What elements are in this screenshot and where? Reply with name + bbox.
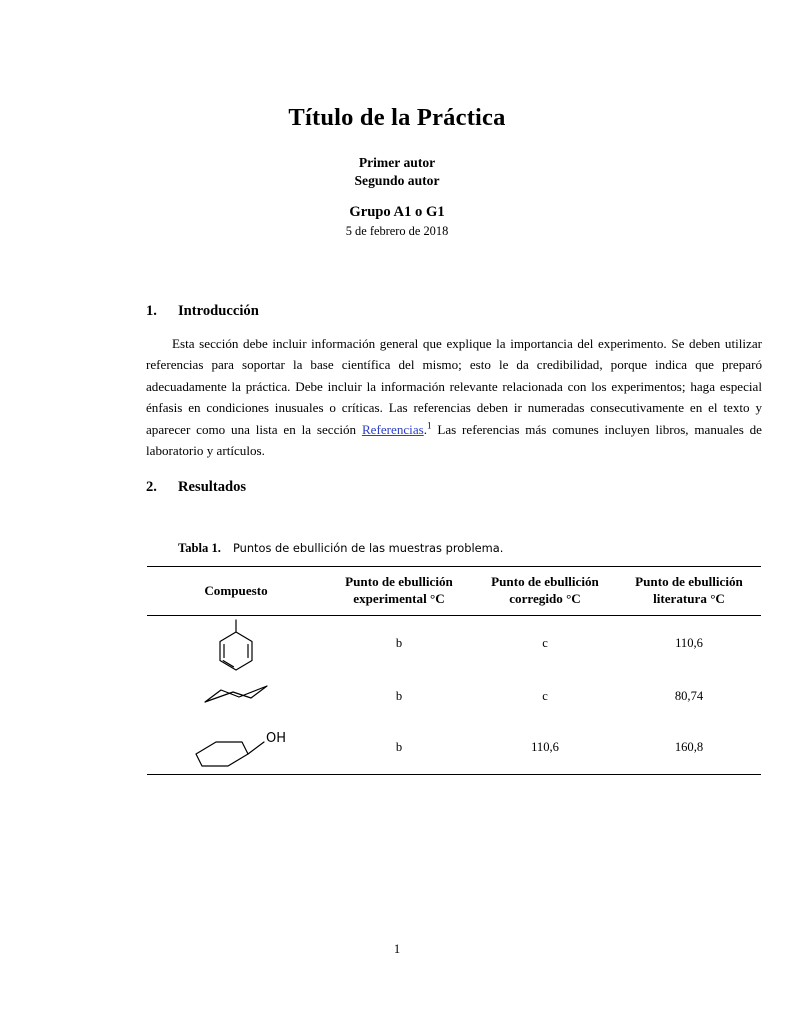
cyclohexane-chair-structure bbox=[191, 672, 281, 722]
column-header-compuesto bbox=[147, 567, 325, 615]
cell-literatura: 110,6 bbox=[675, 636, 703, 651]
cell-experimental: b bbox=[395, 689, 403, 704]
column-header-literatura bbox=[617, 567, 761, 615]
cell-literatura: 80,74 bbox=[674, 689, 704, 704]
section-number-1: 1. bbox=[146, 303, 157, 319]
referencias-link[interactable]: Referencias bbox=[361, 421, 424, 437]
column-header-experimental bbox=[325, 567, 473, 615]
toluene-structure bbox=[201, 616, 271, 672]
cell-literatura: 160,8 bbox=[674, 740, 704, 755]
footnote-marker[interactable]: 1 bbox=[427, 420, 432, 431]
cyclohexanol-structure-cell bbox=[147, 722, 325, 774]
table-row bbox=[147, 616, 761, 672]
page-title: Título de la Práctica bbox=[288, 104, 506, 131]
page-number: 1 bbox=[393, 942, 401, 956]
header-line-2: literatura °C bbox=[653, 591, 725, 607]
section-heading-introduccion bbox=[146, 303, 259, 320]
cell-experimental: b bbox=[395, 740, 403, 755]
cyclohexanol-chair-structure bbox=[176, 722, 296, 774]
results-table bbox=[147, 566, 761, 775]
author-first: Primer autor bbox=[358, 155, 436, 170]
boiling-point-table-body bbox=[147, 616, 761, 774]
header-line-2: corregido °C bbox=[509, 591, 581, 607]
section-title-1: Introducción bbox=[178, 303, 259, 319]
cell-experimental: b bbox=[395, 636, 403, 651]
header-line-2: experimental °C bbox=[353, 591, 445, 607]
table-caption-text: Puntos de ebullición de las muestras problema. bbox=[232, 541, 504, 555]
cell-corregido: c bbox=[542, 689, 548, 704]
paragraph-text-after-link: Las referencias más comunes incluyen libros, manuales de laboratorio y artículos. bbox=[146, 421, 762, 459]
column-header-corregido bbox=[473, 567, 617, 615]
table-caption bbox=[178, 541, 503, 556]
table-row bbox=[147, 722, 761, 774]
header-line-1: Punto de ebullición bbox=[635, 574, 743, 589]
author-list bbox=[0, 154, 794, 189]
hydroxyl-label: OH bbox=[266, 730, 287, 746]
section-title-2: Resultados bbox=[178, 479, 247, 495]
header-line-1: Punto de ebullición bbox=[491, 574, 599, 589]
cell-corregido: c bbox=[542, 636, 548, 651]
table-row bbox=[147, 672, 761, 722]
paragraph-text-before-link: Esta sección debe incluir información general que explique la importancia del experimento. Se deben utilizar referencias para soportar la base científica del mismo; esto le da credibilidad, porque indica que preparó adecuadamente la práctica. Debe incluir la información relevante relacionada con los experimentos; haga especial énfasis en condiciones inusuales o críticas. Las referencias deben ir numeradas consecutivamente en el texto y aparecer como una lista en la sección bbox=[146, 336, 762, 437]
link-period: . bbox=[423, 421, 428, 437]
header-line-1: Compuesto bbox=[204, 582, 268, 598]
header-line-1: Punto de ebullición bbox=[345, 574, 453, 589]
table-header-row bbox=[147, 567, 761, 615]
group-label: Grupo A1 o G1 bbox=[349, 204, 445, 220]
cell-corregido: 110,6 bbox=[531, 740, 559, 755]
table-caption-label: Tabla 1. bbox=[178, 541, 221, 555]
introduction-paragraph bbox=[146, 333, 762, 461]
cyclohexane-structure-cell bbox=[147, 672, 325, 722]
boiling-point-table bbox=[147, 567, 761, 615]
section-number-2: 2. bbox=[146, 479, 157, 495]
table-bottom-rule bbox=[147, 774, 761, 775]
author-second: Segundo autor bbox=[354, 172, 440, 188]
document-date: 5 de febrero de 2018 bbox=[345, 224, 449, 238]
toluene-structure-cell bbox=[147, 616, 325, 672]
section-heading-resultados bbox=[146, 479, 246, 496]
